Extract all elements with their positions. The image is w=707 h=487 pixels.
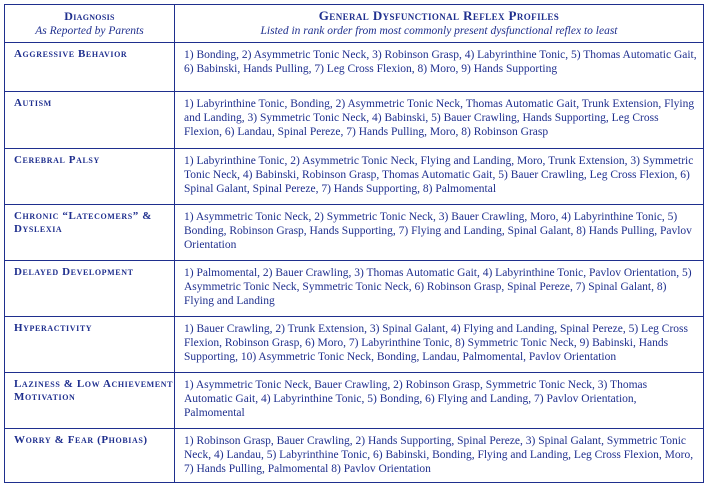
table-row	[5, 149, 704, 205]
diagnosis-header-cell	[5, 5, 175, 43]
reflex-profile-cell: 1) Labyrinthine Tonic, Bonding, 2) Asymmetric Tonic Neck, Thomas Automatic Gait, Trunk Extension, Flying and Landing, 3) Symmetric Tonic Neck, 4) Babinski, 5) Bauer Crawling, Hands Supporting, Leg Cross Flexion, 6) Landau, Spinal Pereze, 7) Hands Pulling, Moro, 8) Robinson Grasp	[175, 92, 704, 149]
reflex-profiles-table	[4, 4, 704, 483]
diagnosis-header: Diagnosis	[64, 9, 115, 23]
reflex-profile-cell: 1) Bauer Crawling, 2) Trunk Extension, 3) Spinal Galant, 4) Flying and Landing, Spinal Pereze, 5) Leg Cross Flexion, Robinson Grasp, 6) Moro, 7) Labyrinthine Tonic, 8) Symmetric Tonic Neck, 9) Babinski, Hands Supporting, 10) Asymmetric Tonic Neck, Bonding, Landau, Palmomental, Pavlov Orientation	[175, 317, 704, 373]
table-row	[5, 261, 704, 317]
table-row	[5, 92, 704, 149]
diagnosis-cell: Aggressive Behavior	[5, 43, 175, 92]
table-row	[5, 205, 704, 261]
profiles-header-cell	[175, 5, 704, 43]
diagnosis-cell: Chronic “Latecomers” & Dyslexia	[5, 205, 175, 261]
table-row	[5, 317, 704, 373]
reflex-profile-cell: 1) Bonding, 2) Asymmetric Tonic Neck, 3) Robinson Grasp, 4) Labyrinthine Tonic, 5) Thomas Automatic Gait, 6) Babinski, Hands Pulling, 7) Leg Cross Flexion, 8) Moro, 9) Hands Supporting	[175, 43, 704, 92]
profiles-subheader: Listed in rank order from most commonly present dysfunctional reflex to least	[260, 25, 618, 37]
reflex-profile-cell: 1) Asymmetric Tonic Neck, Bauer Crawling, 2) Robinson Grasp, Symmetric Tonic Neck, 3) Thomas Automatic Gait, 4) Labyrinthine Tonic, 5) Bonding, 6) Flying and Landing, 7) Pavlov Orientation, Palmomental	[175, 373, 704, 429]
reflex-profile-cell: 1) Labyrinthine Tonic, 2) Asymmetric Tonic Neck, Flying and Landing, Moro, Trunk Extension, 3) Symmetric Tonic Neck, 4) Babinski, Robinson Grasp, Thomas Automatic Gait, 5) Bauer Crawling, Leg Cross Flexion, 6) Spinal Galant, Spinal Pereze, 7) Hands Supporting, 8) Palmomental	[175, 149, 704, 205]
reflex-profile-cell: 1) Palmomental, 2) Bauer Crawling, 3) Thomas Automatic Gait, 4) Labyrinthine Tonic, Pavlov Orientation, 5) Asymmetric Tonic Neck, Symmetric Tonic Neck, 6) Robinson Grasp, Spinal Pereze, 7) Spinal Galant, 8) Flying and Landing	[175, 261, 704, 317]
diagnosis-subheader: As Reported by Parents	[35, 25, 144, 37]
diagnosis-cell: Autism	[5, 92, 175, 149]
reflex-profile-cell: 1) Asymmetric Tonic Neck, 2) Symmetric Tonic Neck, 3) Bauer Crawling, Moro, 4) Labyrinthine Tonic, 5) Bonding, Robinson Grasp, Hands Supporting, 7) Flying and Landing, Spinal Galant, 8) Hands Pulling, Pavlov Orientation	[175, 205, 704, 261]
diagnosis-cell: Worry & Fear (Phobias)	[5, 429, 175, 483]
table-row	[5, 43, 704, 92]
reflex-profile-cell: 1) Robinson Grasp, Bauer Crawling, 2) Hands Supporting, Spinal Pereze, 3) Spinal Galant, Symmetric Tonic Neck, 4) Landau, 5) Labyrinthine Tonic, 6) Babinski, Bonding, Flying and Landing, Leg Cross Flexion, Moro, 7) Hands Pulling, Palmomental 8) Pavlov Orientation	[175, 429, 704, 483]
table-row	[5, 373, 704, 429]
diagnosis-cell: Cerebral Palsy	[5, 149, 175, 205]
header-row	[5, 5, 704, 43]
diagnosis-cell: Laziness & Low Achievement Motivation	[5, 373, 175, 429]
table-row	[5, 429, 704, 483]
diagnosis-cell: Hyperactivity	[5, 317, 175, 373]
diagnosis-cell: Delayed Development	[5, 261, 175, 317]
profiles-header: General Dysfunctional Reflex Profiles	[318, 8, 560, 23]
